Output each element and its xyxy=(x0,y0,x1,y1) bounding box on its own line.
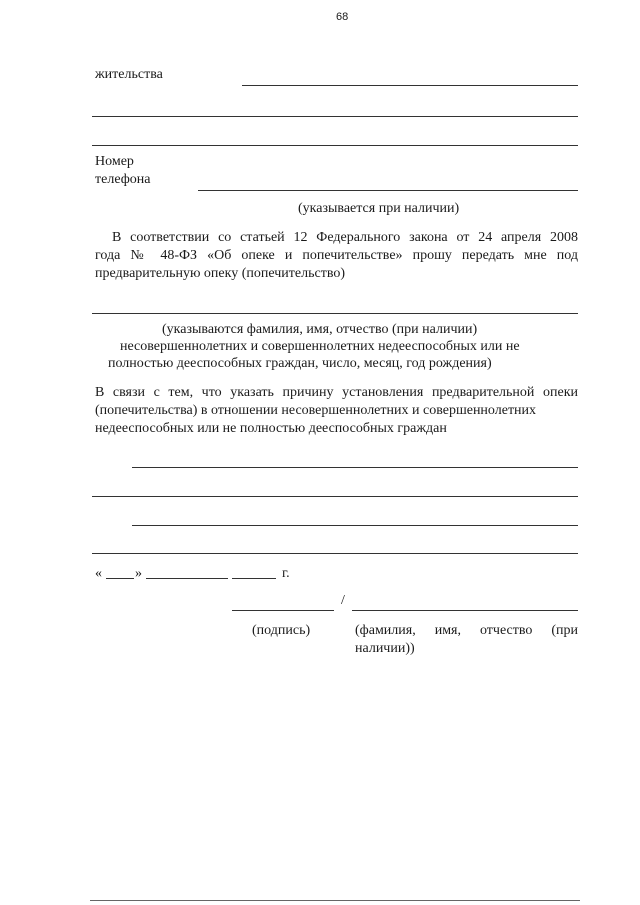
wards-hint-line-1: (указываются фамилия, имя, отчество (при наличии) xyxy=(162,322,478,337)
date-year-field[interactable] xyxy=(232,578,276,579)
phone-label-line1: Номер xyxy=(95,154,134,169)
residence-field-line-3[interactable] xyxy=(92,145,578,146)
date-open-quote: « xyxy=(95,566,102,581)
page-bottom-rule xyxy=(90,900,580,901)
reason-field-line-2[interactable] xyxy=(92,496,578,497)
wards-hint-line-2: несовершеннолетних и совершеннолетних недееспособных или не xyxy=(120,339,520,354)
request-line-3: предварительную опеку (попечительство) xyxy=(95,266,345,281)
signature-separator: / xyxy=(341,593,345,608)
phone-field-line[interactable] xyxy=(198,190,578,191)
reason-line-1: В связи с тем, что указать причину установления предварительной опеки xyxy=(95,385,578,400)
date-day-field[interactable] xyxy=(106,578,134,579)
reason-field-line-1[interactable] xyxy=(132,467,578,468)
residence-field-line[interactable] xyxy=(242,85,578,86)
wards-hint-line-3: полностью дееспособных граждан, число, месяц, год рождения) xyxy=(108,356,492,371)
reason-line-2: (попечительства) в отношении несовершеннолетних и совершеннолетних xyxy=(95,403,537,418)
residence-field-line-2[interactable] xyxy=(92,116,578,117)
date-year-suffix: г. xyxy=(282,566,290,581)
request-line-2: года № 48-ФЗ «Об опеке и попечительстве» прошу передать мне под xyxy=(95,248,578,263)
request-line-1: В соответствии со статьей 12 Федерального закона от 24 апреля 2008 xyxy=(112,230,578,245)
wards-field-line[interactable] xyxy=(92,313,578,314)
phone-label-line2: телефона xyxy=(95,172,151,187)
full-name-caption-line-1: (фамилия, имя, отчество (при xyxy=(355,623,578,638)
date-month-field[interactable] xyxy=(146,578,228,579)
full-name-field-line[interactable] xyxy=(352,610,578,611)
page-number: 68 xyxy=(336,11,349,23)
date-close-quote: » xyxy=(135,566,142,581)
residence-label: жительства xyxy=(95,67,163,82)
phone-hint: (указывается при наличии) xyxy=(298,201,460,216)
signature-caption: (подпись) xyxy=(252,623,311,638)
reason-field-line-3[interactable] xyxy=(132,525,578,526)
signature-field-line[interactable] xyxy=(232,610,334,611)
full-name-caption-line-2: наличии)) xyxy=(355,641,415,656)
reason-field-line-4[interactable] xyxy=(92,553,578,554)
reason-line-3: недееспособных или не полностью дееспособных граждан xyxy=(95,421,447,436)
